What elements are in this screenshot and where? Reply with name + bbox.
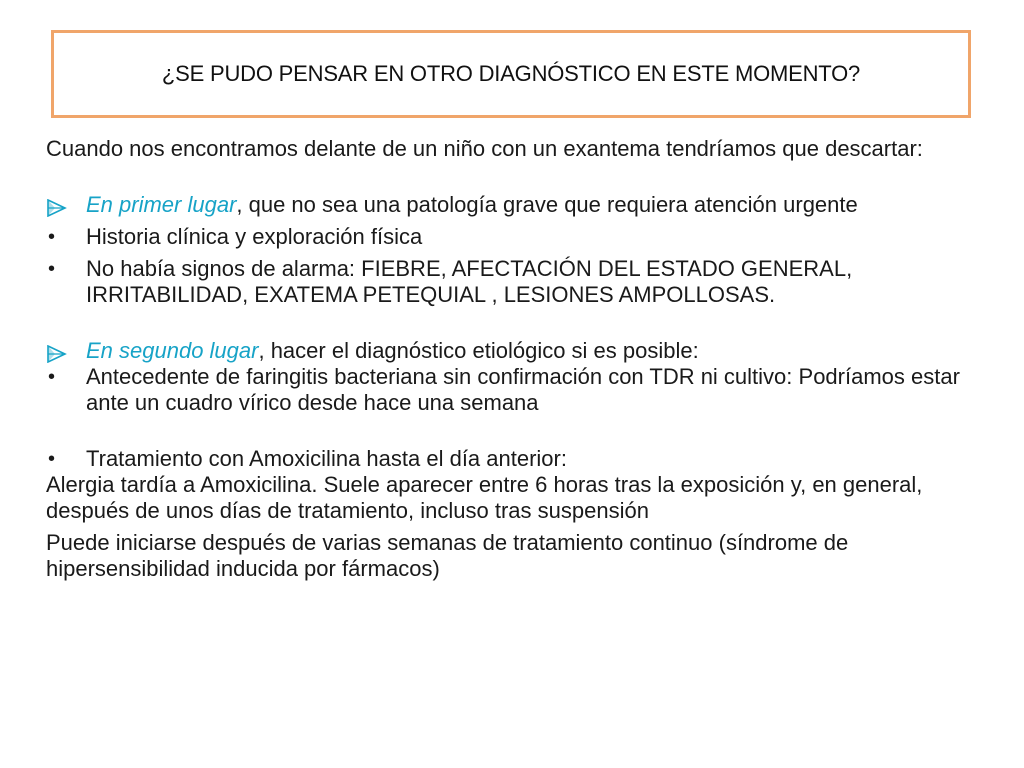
section1-heading bbox=[46, 192, 991, 218]
bullet-text: No había signos de alarma: FIEBRE, AFECTACIÓN DEL ESTADO GENERAL, IRRITABILIDAD, EXATEMA PETEQUIAL , LESIONES AMPOLLOSAS. bbox=[86, 256, 853, 307]
section2-text: , hacer el diagnóstico etiológico si es posible: bbox=[258, 338, 699, 363]
title-box bbox=[51, 30, 971, 118]
slide-body bbox=[46, 136, 991, 582]
section2-emphasis: En segundo lugar bbox=[86, 338, 259, 363]
bullet-item bbox=[46, 446, 991, 472]
allergy-paragraph: Alergia tardía a Amoxicilina. Suele aparecer entre 6 horas tras la exposición y, en general, después de unos días de tratamiento, incluso tras suspensión bbox=[46, 472, 923, 523]
bullet-text: Antecedente de faringitis bacteriana sin confirmación con TDR ni cultivo: Podríamos estar ante un cuadro vírico desde hace una semana bbox=[86, 364, 960, 415]
bullet-dot: • bbox=[48, 226, 56, 248]
hypersensitivity-paragraph: Puede iniciarse después de varias semanas de tratamiento continuo (síndrome de hipersensibilidad inducida por fármacos) bbox=[46, 530, 849, 581]
arrow-bullet-icon bbox=[46, 197, 80, 223]
bullet-item bbox=[46, 224, 991, 250]
bullet-item bbox=[46, 364, 991, 416]
slide-title: ¿SE PUDO PENSAR EN OTRO DIAGNÓSTICO EN ESTE MOMENTO? bbox=[161, 61, 861, 86]
section2-heading bbox=[46, 338, 991, 364]
bullet-text: Tratamiento con Amoxicilina hasta el día anterior: bbox=[86, 446, 567, 471]
bullet-dot: • bbox=[48, 258, 56, 280]
bullet-item bbox=[46, 256, 991, 308]
section1-emphasis: En primer lugar bbox=[86, 192, 237, 217]
bullet-text: Historia clínica y exploración física bbox=[86, 224, 423, 249]
section1-text: , que no sea una patología grave que requiera atención urgente bbox=[236, 192, 858, 217]
intro-paragraph: Cuando nos encontramos delante de un niño con un exantema tendríamos que descartar: bbox=[46, 136, 923, 161]
bullet-dot: • bbox=[48, 366, 56, 388]
bullet-dot: • bbox=[48, 448, 56, 470]
